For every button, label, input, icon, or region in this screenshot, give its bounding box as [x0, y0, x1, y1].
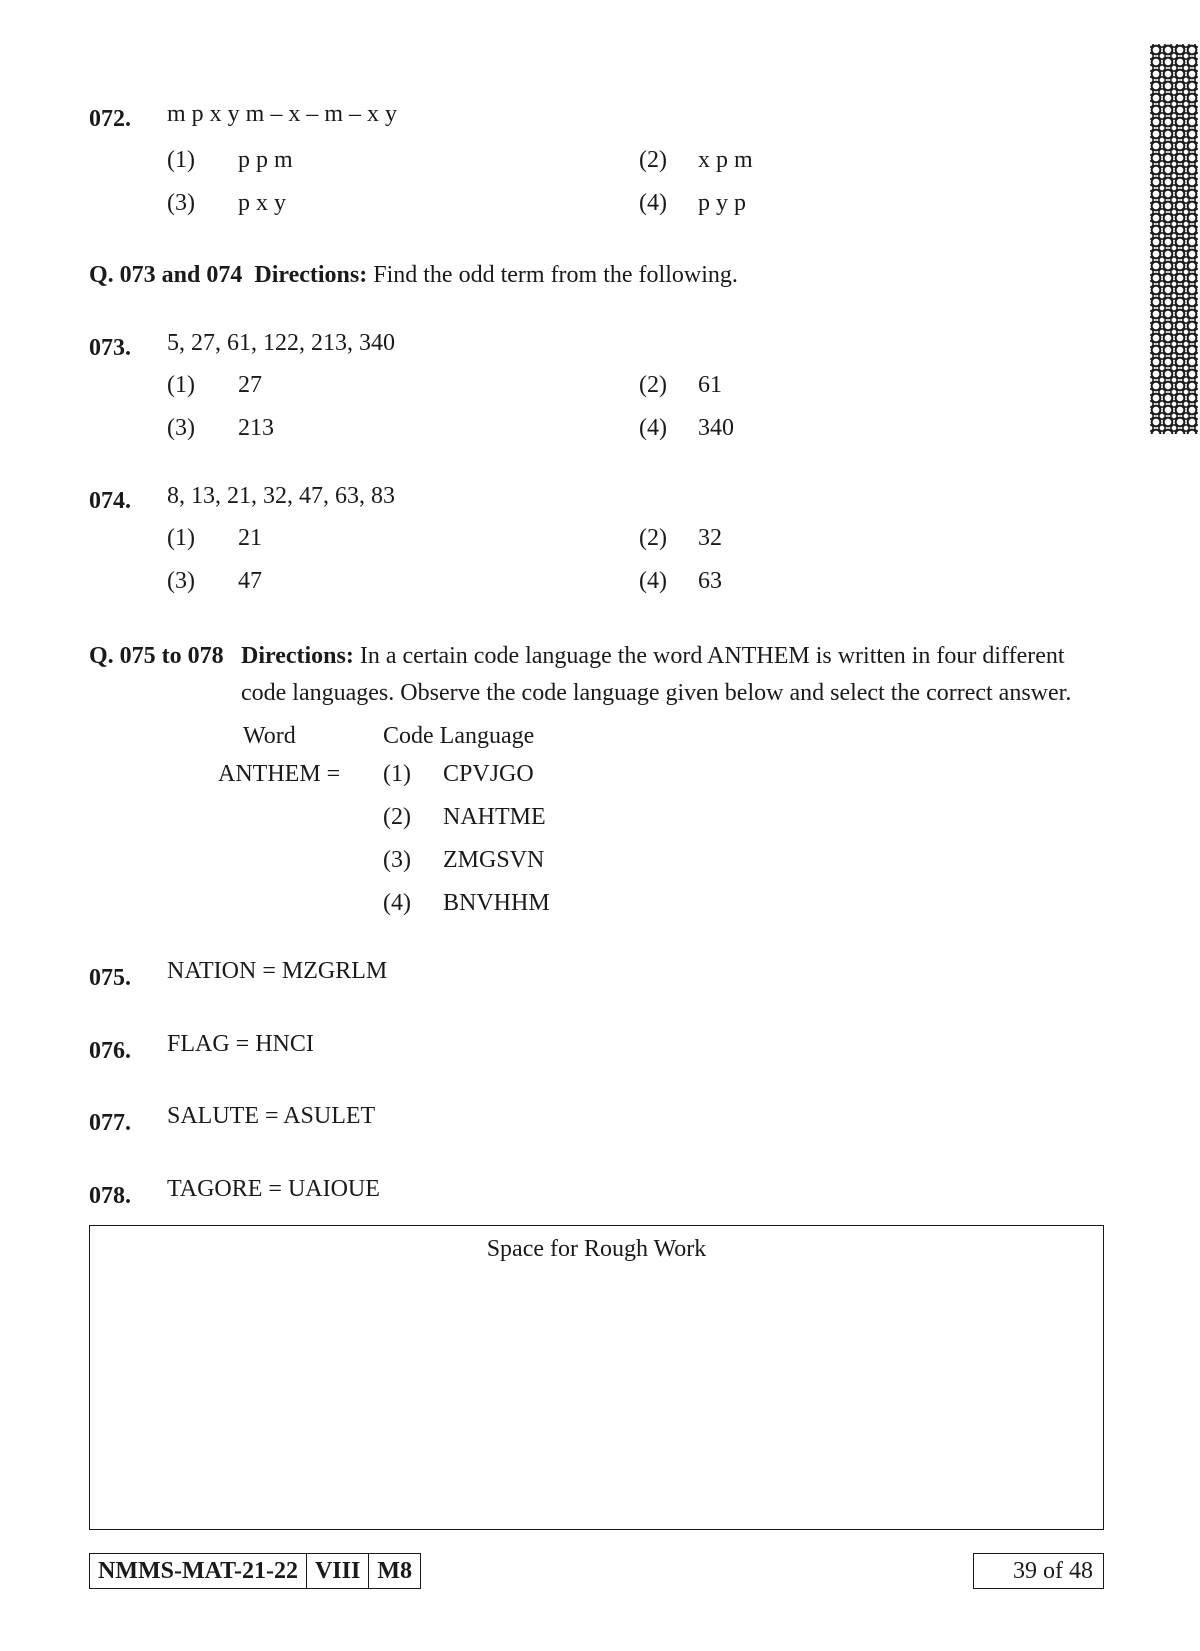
question-number: 075. [89, 965, 131, 991]
option-number: (2) [639, 372, 667, 398]
option-value: p p m [238, 147, 293, 173]
option-value: 63 [698, 568, 722, 594]
question-text: FLAG = HNCI [167, 1031, 314, 1057]
code-option-value: ZMGSVN [443, 847, 545, 873]
option-number: (2) [639, 525, 667, 551]
directions-073-074 [89, 262, 738, 289]
option-value: 21 [238, 525, 262, 551]
footer-set: M8 [377, 1557, 412, 1584]
option-number: (1) [167, 372, 195, 398]
code-option-number: (2) [383, 804, 411, 830]
footer-exam-code: NMMS-MAT-21-22 [90, 1554, 307, 1588]
option-value: 213 [238, 415, 274, 441]
option-number: (1) [167, 147, 195, 173]
code-option-number: (4) [383, 890, 411, 916]
directions-line-1 [241, 643, 1065, 670]
code-option-value: CPVJGO [443, 761, 534, 787]
directions-text: In a certain code language the word ANTHEM is written in four different [359, 643, 1065, 669]
question-text: SALUTE = ASULET [167, 1103, 376, 1129]
option-value: 340 [698, 415, 734, 441]
question-number: 073. [89, 335, 131, 361]
question-number: 072. [89, 106, 131, 132]
question-number: 077. [89, 1110, 131, 1136]
directions-question-range: Q. 075 to 078 [89, 643, 224, 669]
question-text: NATION = MZGRLM [167, 958, 388, 984]
question-text: TAGORE = UAIOUE [167, 1176, 380, 1202]
rough-work-title: Space for Rough Work [486, 1236, 707, 1262]
option-value: 61 [698, 372, 722, 398]
option-number: (3) [167, 415, 195, 441]
question-text: 8, 13, 21, 32, 47, 63, 83 [167, 483, 395, 509]
code-option-value: BNVHHM [443, 890, 550, 916]
option-number: (3) [167, 190, 195, 216]
directions-label: Directions: [241, 643, 354, 669]
rough-work-box [89, 1225, 1104, 1530]
option-value: 27 [238, 372, 262, 398]
footer-class: VIII [307, 1554, 369, 1588]
page-number: 39 of 48 [973, 1553, 1104, 1589]
option-number: (4) [639, 415, 667, 441]
directions-text: Find the odd term from the following. [373, 262, 738, 288]
option-value: 32 [698, 525, 722, 551]
option-number: (1) [167, 525, 195, 551]
question-text: 5, 27, 61, 122, 213, 340 [167, 330, 395, 356]
option-value: x p m [698, 147, 753, 173]
directions-question-range: Q. 073 and 074 [89, 262, 243, 288]
question-number: 078. [89, 1183, 131, 1209]
word-header: Word [243, 723, 296, 749]
directions-label: Directions: [254, 262, 368, 288]
code-language-header: Code Language [383, 723, 535, 749]
directions-line-2: code languages. Observe the code language given below and select the correct answer. [241, 680, 1072, 706]
option-number: (3) [167, 568, 195, 594]
option-value: p x y [238, 190, 286, 216]
code-option-value: NAHTME [443, 804, 546, 830]
code-word: ANTHEM = [218, 761, 341, 787]
option-number: (4) [639, 568, 667, 594]
code-option-number: (1) [383, 761, 411, 787]
option-value: 47 [238, 568, 262, 594]
option-value: p y p [698, 190, 746, 216]
decorative-border-pattern [1150, 44, 1198, 434]
option-number: (4) [639, 190, 667, 216]
question-number: 076. [89, 1038, 131, 1064]
question-text: m p x y m – x – m – x y [167, 101, 398, 127]
footer-exam-code-box [89, 1553, 421, 1589]
option-number: (2) [639, 147, 667, 173]
question-number: 074. [89, 488, 131, 514]
code-option-number: (3) [383, 847, 411, 873]
